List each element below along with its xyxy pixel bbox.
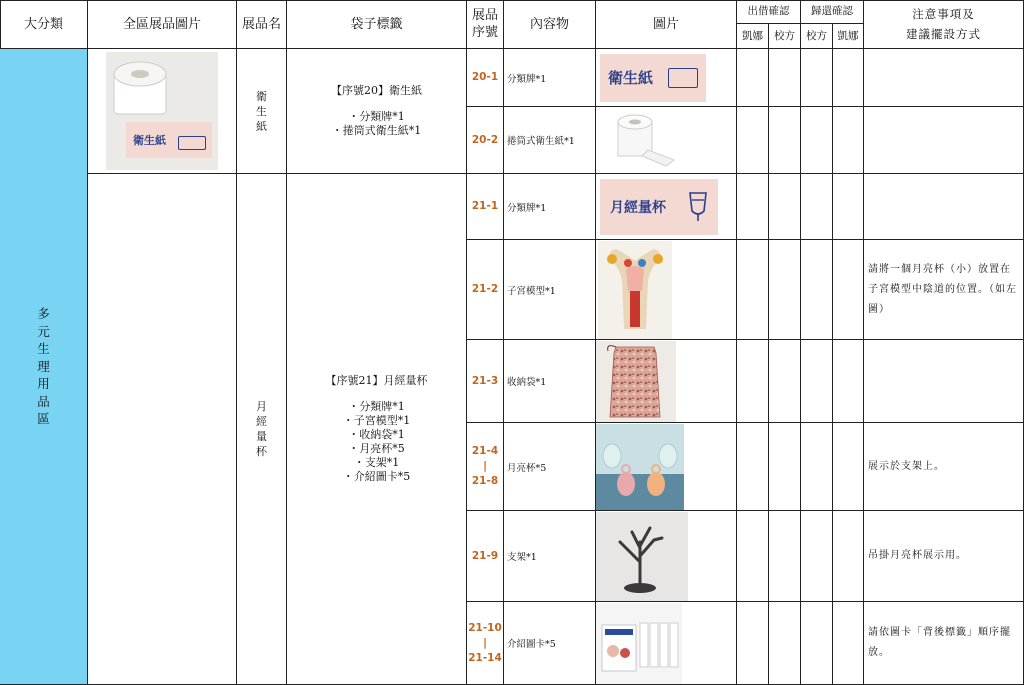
picture-21-1 bbox=[596, 174, 737, 240]
bag-label-cup bbox=[287, 174, 467, 685]
seq-21-1: 21-1 bbox=[467, 174, 504, 240]
seq-21-2: 21-2 bbox=[467, 240, 504, 340]
return-kai-20-2[interactable] bbox=[833, 107, 864, 174]
bag-title-tissue: 【序號20】衛生紙 bbox=[331, 84, 422, 97]
category-cell bbox=[0, 49, 88, 685]
bag-title-cup: 【序號21】月經量杯 bbox=[325, 374, 428, 387]
tree-stand-image bbox=[596, 512, 688, 601]
note-21-1 bbox=[864, 174, 1024, 240]
seq-21-9: 21-9 bbox=[467, 511, 504, 602]
bag-items-cup: ・分類牌*1 ・子宮模型*1 ・收納袋*1 ・月亮杯*5 ・支架*1 ・介紹圖卡*5 bbox=[342, 400, 411, 483]
lend-school-21-2[interactable] bbox=[769, 240, 801, 340]
seq-21-3: 21-3 bbox=[467, 340, 504, 423]
category-label: 多元生理用品區 bbox=[37, 306, 50, 427]
tissue-roll-photo bbox=[106, 52, 218, 170]
content-21-2: 子宮模型*1 bbox=[504, 240, 596, 340]
lend-kai-21-4[interactable] bbox=[737, 423, 769, 511]
return-school-20-2[interactable] bbox=[801, 107, 833, 174]
note-21-3 bbox=[864, 340, 1024, 423]
overview-photo-cup bbox=[88, 174, 237, 685]
note-21-10: 請依圖卡「背後標籤」順序擺放。 bbox=[864, 602, 1024, 685]
lend-school-21-4[interactable] bbox=[769, 423, 801, 511]
return-kai-21-10[interactable] bbox=[833, 602, 864, 685]
return-kai-20-1[interactable] bbox=[833, 49, 864, 107]
header-contents: 內容物 bbox=[504, 0, 596, 49]
header-lend-school: 校方 bbox=[769, 24, 801, 49]
return-kai-21-2[interactable] bbox=[833, 240, 864, 340]
content-21-1: 分類牌*1 bbox=[504, 174, 596, 240]
return-school-21-3[interactable] bbox=[801, 340, 833, 423]
lend-kai-21-3[interactable] bbox=[737, 340, 769, 423]
header-lend-kai: 凱娜 bbox=[737, 24, 769, 49]
uterus-model-image bbox=[598, 241, 672, 339]
header-category: 大分類 bbox=[0, 0, 88, 49]
return-school-21-9[interactable] bbox=[801, 511, 833, 602]
header-bag-label: 袋子標籤 bbox=[287, 0, 467, 49]
note-21-9: 吊掛月亮杯展示用。 bbox=[864, 511, 1024, 602]
lend-school-20-1[interactable] bbox=[769, 49, 801, 107]
lend-kai-20-1[interactable] bbox=[737, 49, 769, 107]
return-kai-21-4[interactable] bbox=[833, 423, 864, 511]
header-return-school: 校方 bbox=[801, 24, 833, 49]
content-21-3: 收納袋*1 bbox=[504, 340, 596, 423]
tissue-sign-image: 衛生紙 bbox=[600, 54, 706, 102]
lend-kai-21-2[interactable] bbox=[737, 240, 769, 340]
picture-20-1 bbox=[596, 49, 737, 107]
return-school-20-1[interactable] bbox=[801, 49, 833, 107]
content-21-4: 月亮杯*5 bbox=[504, 423, 596, 511]
lend-school-21-1[interactable] bbox=[769, 174, 801, 240]
lend-kai-21-1[interactable] bbox=[737, 174, 769, 240]
menstrual-cup-icon bbox=[688, 191, 708, 223]
overview-photo-tissue bbox=[88, 49, 237, 174]
return-school-21-1[interactable] bbox=[801, 174, 833, 240]
header-notes: 注意事項及 建議擺設方式 bbox=[864, 0, 1024, 49]
content-20-2: 捲筒式衛生紙*1 bbox=[504, 107, 596, 174]
lend-kai-21-9[interactable] bbox=[737, 511, 769, 602]
tissue-roll-image bbox=[604, 110, 684, 170]
seq-21-4-to-21-8: 21-4 | 21-8 bbox=[467, 423, 504, 511]
lend-school-21-9[interactable] bbox=[769, 511, 801, 602]
tissue-sign-label: 衛生紙 bbox=[133, 134, 166, 147]
tissue-box-icon bbox=[668, 68, 698, 88]
bag-items-tissue: ・分類牌*1 ・捲筒式衛生紙*1 bbox=[331, 110, 422, 137]
menstrual-cups-image bbox=[596, 424, 684, 510]
content-20-1: 分類牌*1 bbox=[504, 49, 596, 107]
header-return-check: 歸還確認 bbox=[801, 0, 864, 24]
seq-20-1: 20-1 bbox=[467, 49, 504, 107]
seq-20-2: 20-2 bbox=[467, 107, 504, 174]
return-kai-21-3[interactable] bbox=[833, 340, 864, 423]
cup-sign-image: 月經量杯 bbox=[600, 179, 718, 235]
header-return-kai: 凱娜 bbox=[833, 24, 864, 49]
header-item-name: 展品名 bbox=[237, 0, 287, 49]
note-21-4: 展示於支架上。 bbox=[864, 423, 1024, 511]
lend-kai-21-10[interactable] bbox=[737, 602, 769, 685]
header-picture: 圖片 bbox=[596, 0, 737, 49]
intro-cards-image bbox=[596, 603, 682, 684]
item-name-cup: 月經量杯 bbox=[237, 174, 287, 685]
note-20-1 bbox=[864, 49, 1024, 107]
picture-21-4 bbox=[596, 423, 737, 511]
seq-21-10-to-21-14: 21-10 | 21-14 bbox=[467, 602, 504, 685]
return-school-21-2[interactable] bbox=[801, 240, 833, 340]
bag-label-tissue bbox=[287, 49, 467, 174]
storage-pouch-image bbox=[596, 341, 676, 422]
lend-school-20-2[interactable] bbox=[769, 107, 801, 174]
note-20-2 bbox=[864, 107, 1024, 174]
tissue-box-icon bbox=[178, 136, 206, 150]
picture-20-2 bbox=[596, 107, 737, 174]
return-school-21-10[interactable] bbox=[801, 602, 833, 685]
picture-21-10 bbox=[596, 602, 737, 685]
lend-school-21-3[interactable] bbox=[769, 340, 801, 423]
item-name-tissue: 衛生紙 bbox=[237, 49, 287, 174]
header-overview-photo: 全區展品圖片 bbox=[88, 0, 237, 49]
lend-school-21-10[interactable] bbox=[769, 602, 801, 685]
return-kai-21-1[interactable] bbox=[833, 174, 864, 240]
lend-kai-20-2[interactable] bbox=[737, 107, 769, 174]
content-21-9: 支架*1 bbox=[504, 511, 596, 602]
picture-21-9 bbox=[596, 511, 737, 602]
picture-21-3 bbox=[596, 340, 737, 423]
header-lend-check: 出借確認 bbox=[737, 0, 801, 24]
picture-21-2 bbox=[596, 240, 737, 340]
content-21-10: 介紹圖卡*5 bbox=[504, 602, 596, 685]
header-seq-no: 展品 序號 bbox=[467, 0, 504, 49]
return-school-21-4[interactable] bbox=[801, 423, 833, 511]
return-kai-21-9[interactable] bbox=[833, 511, 864, 602]
note-21-2: 請將一個月亮杯（小）放置在子宮模型中陰道的位置。（如左圖） bbox=[864, 240, 1024, 340]
